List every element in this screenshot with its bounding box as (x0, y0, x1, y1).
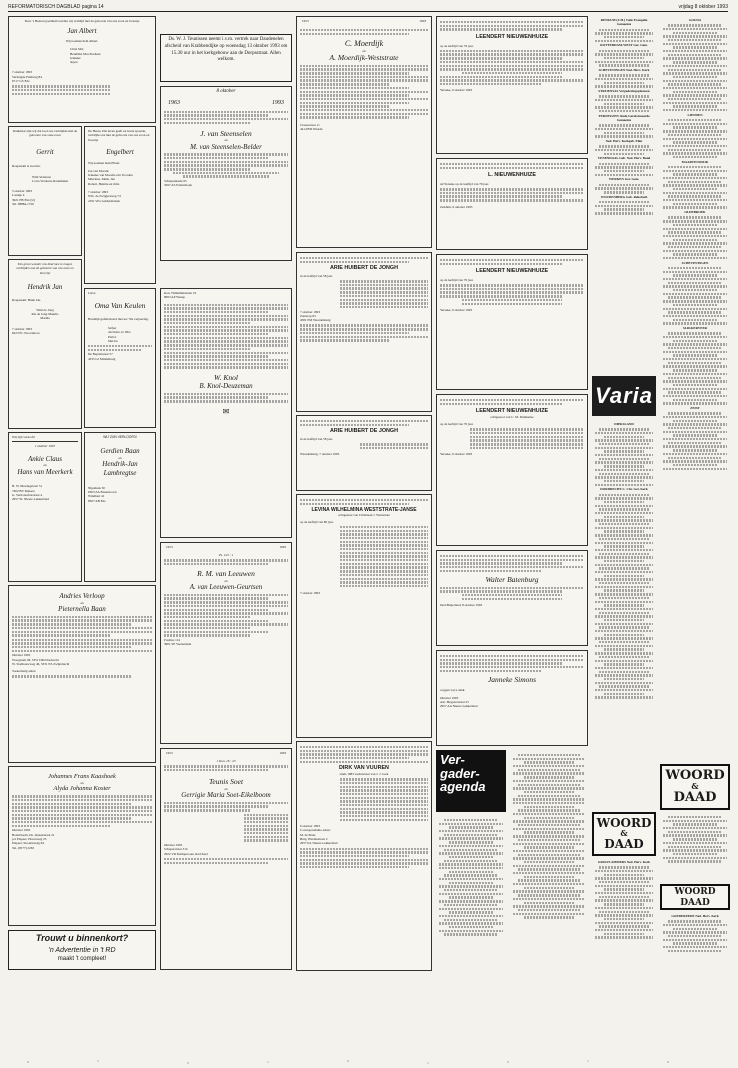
address-line: Postbus 114 (164, 638, 180, 643)
listing-heading: SCHEVENINGEN (681, 260, 709, 265)
bible-ref: 1 Kon. 16 : 23 (216, 759, 236, 763)
address-line: 2957 SL Nieuw-Lekkerland (12, 497, 49, 502)
notice-date: 7 oktober 1993 (12, 70, 32, 75)
notice-intro: Een groot wonder ons kind mee te mogen verblijden met de geboorte van ons zoon en broertje (16, 262, 74, 275)
deceased-name: LEENDERT NIEUWENHUIZE (475, 33, 549, 40)
listing-heading: LIENDEN (687, 112, 703, 117)
listing-heading: RENKUM (Z.H.) Volle Evangelie Gemeente (600, 18, 648, 27)
anniversary-notice-steenselen (160, 86, 292, 261)
address-line: Zanstrap 63 (300, 313, 316, 318)
groom-name: Hans van Meerkerk (17, 467, 73, 476)
listing-heading: ROTTERDAM-WEST Ger. Gem. (600, 43, 648, 48)
advert-line: 'n Advertentie in 't RD (48, 946, 116, 954)
child-name: Gerrit (36, 147, 54, 156)
parent-name: Corra Verdouw-Rademaker (32, 178, 69, 183)
deceased-name: LEENDERT NIEUWENHUIZE (475, 268, 549, 275)
wedding-notice-johannes (8, 766, 156, 926)
and-text: en (224, 578, 228, 583)
notice-teunissen (160, 34, 292, 82)
address-line: 6717 GS Ede (12, 79, 30, 83)
address-line: 8307 AB Ens (88, 498, 106, 503)
listing-heading: MAARTENSDIJK (681, 159, 709, 164)
husband-name: C. Moerdijk (344, 39, 384, 49)
deceased-name: LEENDERT NIEUWENHUIZE (475, 408, 549, 415)
address-line: Adr. Heypersstraat 25 (440, 700, 469, 705)
notice-intro: Door 's Heeren goedheid werden wij verblijd met de geboorte van ons zoon en broertje (24, 19, 140, 23)
parent-name: Hendrika Mol-Poellees (70, 51, 101, 56)
child-roepnaam: Wij noemen hem Elbert. (88, 160, 121, 165)
logo-word: DAAD (673, 790, 717, 805)
address-line: 6223 PC Noordeloos (12, 331, 40, 335)
deceased-age: op de leeftijd van 76 jaar. (440, 422, 474, 427)
death-notice-leendert-4 (436, 394, 588, 546)
listing-heading: TERNEUZEN Oude Gereformeerde Gemeente (598, 113, 650, 123)
varia-title: Varia (594, 383, 653, 408)
deceased-name: DIRK VAN VUUREN (339, 765, 389, 772)
address-label: Toekomstig adres: (12, 669, 37, 674)
death-notice-leendert-1 (436, 16, 588, 154)
death-notice-levina (296, 494, 432, 738)
year-start: 1953 (302, 19, 309, 23)
woord-daad-logo-2 (660, 764, 730, 810)
address-line: M. de Bode (300, 832, 316, 837)
address-line: W. Stadhouwweg 46, 3331 EZ Zwijndrecht (12, 661, 70, 666)
advert-trouwt (8, 930, 156, 970)
child-roepnaam: Wij noemen hem Albert. (65, 39, 99, 44)
banner-line: Ver- (440, 752, 465, 767)
anniversary-notice-knol (160, 288, 292, 538)
notice-title: Lieve (88, 291, 96, 295)
parent-name: Jan van Moorik (88, 168, 109, 173)
deceased-name: ARIE HUIBERT DE JONGH (330, 428, 398, 435)
address-line: 7462 BV Rijssen (12, 488, 35, 493)
church-listing-col-b (592, 420, 656, 810)
page-header (8, 3, 728, 12)
listing-heading: GROOT-AMMERS Ned. Herv. Kerk (597, 860, 651, 864)
notice-date: 7 oktober 1993 (300, 591, 320, 596)
listing-heading: VENENDAAL Geb. Ned. Herv. Bond (597, 156, 651, 161)
address-line: 8093 AP Wezep (164, 295, 185, 300)
deceased-name: LEVINA WILHELMINA WESTSTRATE-JANSE (311, 507, 417, 514)
notice-date: Yerseke, 6 oktober 1993 (440, 88, 473, 93)
anniversary-notice-leeuwen (160, 542, 292, 744)
child-roepnaam: Roepnaam is Gerwin. (12, 164, 41, 169)
year-end: 1993 (272, 99, 284, 106)
address-line: 3901 SE Veenendaal (164, 642, 192, 647)
address-line: 2957 AA Nieuw-Lekkerland (440, 704, 478, 709)
notice-date: Oktober 1993 (440, 695, 459, 700)
listing-heading: WOUDENBERG Geb. Rehoboth (600, 194, 648, 199)
deceased-age: op de leeftijd van 80 jaar. (300, 519, 334, 524)
year-end: 1993 (419, 19, 426, 23)
anniversary-notice-moerdijk (296, 16, 432, 248)
wedding-notice-andries (8, 585, 156, 763)
address-line: Correspondentie-adres: (300, 828, 331, 833)
death-notice-leendert-2 (436, 158, 588, 250)
notice-title: Wij zijn verloofd (12, 435, 35, 439)
listing-heading: DIEKSLAND (614, 422, 634, 426)
header-left: REFORMATORISCH DAGBLAD pagina 14 (8, 4, 104, 10)
notice-date: 6 oktober 1993 (300, 824, 320, 829)
parent-name: Ria de Jong-Maurits (31, 312, 59, 317)
notice-intro: Dankbaar zijn wij dat God ons verblijdde met de geboorte van onze zoon (12, 129, 78, 138)
husband-name: Teunis Soet (208, 777, 244, 787)
parent-name: Wim Verdouw (32, 174, 52, 179)
notice-date: Waardenburg, 7 oktober 1993 (300, 452, 340, 457)
address-line: Tel. (0577) 2263 (12, 845, 35, 850)
notice-date: 5 oktober 1993 (12, 189, 32, 194)
logo-word: DAAD (604, 837, 644, 851)
address-line: 2957 KL Nieuw-Lekkerland (300, 841, 338, 846)
wife-name: Gerrigie Maria Soet-Eikelboom (181, 791, 271, 800)
notice-date: 7 oktober 1993 (88, 190, 108, 194)
notice-intro: De Heere, Die leven geeft en leven spaarde, verblijde ons met de geboorte van ons zoon en broertje (88, 129, 150, 142)
death-notice-dirk (296, 741, 432, 971)
logo-amp: & (691, 781, 699, 791)
child-roepnaam: Roepnaam: Henk Jan. (12, 297, 42, 302)
groom-name: Johannes Frans Kaashoek (48, 773, 116, 780)
address-line: Laantje 4 (12, 193, 25, 198)
address-line: 3297 AS Puttershoek (164, 183, 192, 188)
year-end: 1993 (279, 545, 286, 549)
church-listing-col-a (592, 16, 656, 372)
birth-notice-engelbert (84, 126, 156, 284)
address-line: 3921 EB Elst (U) (12, 197, 35, 202)
address-line: Nijenhuis 30 (88, 485, 105, 490)
deceased-name: Walter Batenburg (485, 575, 539, 585)
year-start: 1953 (166, 751, 173, 755)
deceased-age: op de leeftijd van 76 jaar. (440, 43, 474, 48)
notice-date: 7 oktober 1993 (300, 309, 320, 314)
and-text: en (224, 138, 228, 143)
birth-notice-hendrik (8, 259, 82, 429)
notice-text: ooggen wij u dank. (440, 687, 466, 692)
family-name: Marion (108, 338, 118, 343)
deceased-spouse: echtgenote van Christiaan J. Weststrate (338, 513, 390, 518)
groom-name: Hendrik-Jan Lambregtse (102, 460, 138, 478)
address-line: 6303 ZA Ennenzoord (88, 490, 117, 495)
logo-word: WOORD (596, 816, 652, 830)
and-text: en (80, 600, 84, 605)
anniversary-notice-soet (160, 748, 292, 970)
listing-heading: SCHEVENINGEN Ned. Herv. Kerk (598, 68, 650, 73)
groom-name: Andries Verloop (59, 592, 105, 600)
woord-daad-logo-3 (660, 884, 730, 910)
person-name: Oma Van Keulen (94, 301, 146, 311)
varia-banner (592, 376, 656, 416)
address-line: Scherpenkade 65 (164, 179, 187, 184)
logo-word: WOORD (665, 768, 725, 783)
deceased-name: ARIE HUIBERT DE JONGH (330, 265, 398, 272)
bride-name: Alyda Johanna Koster (53, 785, 111, 793)
advert-tagline: maakt 't compleet! (57, 955, 107, 962)
notice-date: Oktober 1993 (12, 828, 31, 833)
death-notice-leendert-3 (436, 254, 588, 390)
church-listing-col-d (660, 16, 730, 760)
notice-text: Hartelijk gefeliciteerd met uw 70e verjaardag. (88, 316, 149, 321)
banner-line: gader- (440, 765, 480, 781)
child-name: Jan Albert (67, 27, 97, 36)
address-line: Classestraat 11 (300, 122, 320, 127)
deceased-spouse: echtgenoot van C. M. Duinkerke (490, 414, 534, 419)
address-line: 4335 GJ Middelburg (88, 356, 116, 361)
and-text: en (224, 786, 228, 791)
listing-heading: Ned. Herv. Kerkgeb. Elim (605, 139, 643, 144)
parent-name: Wim de Jong (36, 307, 54, 312)
child-name: Hendrik Jan (27, 282, 63, 291)
family-name: Jacobien en Wim (108, 330, 131, 335)
vergader-agenda-banner (436, 750, 506, 812)
address-line: p/a Elspeet, Hoeveweg 23 (12, 837, 47, 842)
death-notice-arie-1 (296, 252, 432, 412)
family-name: Pietra (108, 334, 117, 339)
notice-date: 1 oktober 1993 (35, 444, 55, 449)
deceased-name: L. NIEUWENHUIZE (488, 172, 536, 179)
address-line: Windhart 41 (88, 494, 105, 499)
address-line: H. W. Mesdagstraat 51 (12, 484, 43, 489)
church-listing-col-c (592, 858, 656, 970)
address-line: 2922 VR Krimpen aan den IJssel (164, 851, 208, 856)
wife-name: M. van Steenselen-Belder (190, 142, 262, 151)
address-line: 4414 BD Waarde (300, 127, 323, 132)
bible-ref: Ps. 125 : 1 (218, 553, 234, 557)
husband-name: R. M. van Leeuwen (197, 569, 255, 579)
family-name: Stefan (108, 325, 117, 330)
and-text: en (80, 781, 84, 785)
header-right: vrijdag 8 oktober 1993 (678, 4, 728, 10)
thanks-notice-janneke (436, 650, 588, 746)
address-line: Verlengde Fuldweg 84 (12, 74, 42, 79)
death-notice-arie-2 (296, 415, 432, 491)
sibling-name: Arjen (70, 60, 78, 65)
and-text: en (43, 463, 47, 468)
address-line: Elspeet, Stroeërweeg 64 (12, 841, 44, 846)
parent-name: Jenneke van Moorik-van Voorden (88, 173, 133, 178)
envelope-icon: ✉ (222, 406, 230, 416)
year-end: 1993 (279, 751, 286, 755)
notice-date: Oktober 1993 (164, 843, 183, 848)
bride-name: Pieternella Baan (58, 605, 106, 614)
child-name: Engelbert (106, 147, 134, 156)
address-line: Wtb. de Zwijgersweg 74 (88, 194, 121, 199)
engagement-notice-ankie (8, 432, 82, 582)
page-bottom-marks (8, 1058, 728, 1066)
engagement-notice-gerdien (84, 432, 156, 582)
sibling-name: Jenneke (70, 55, 81, 60)
husband-name: J. van Steenselen (200, 128, 252, 138)
agenda-listing-right (510, 750, 588, 971)
anniversary-date: 8 oktober (216, 89, 236, 94)
listing-heading: SLIKKERVEER (682, 325, 708, 330)
year-start: 1963 (168, 99, 180, 106)
advert-title: Trouwt u binnenkort? (35, 933, 129, 943)
address-line: Tel. 08884-1726 (12, 202, 34, 206)
deceased-age: in de leeftijd van 58 jaar. (300, 436, 333, 441)
wife-name: A. Moerdijk-Weststrate (329, 53, 399, 63)
sibling-name: Robert, Heintie en Julie (88, 181, 120, 186)
husband-name: W. Knol (214, 372, 238, 382)
notice-date: Oud-Beijerland, 8 oktober 1993 (440, 602, 483, 607)
logo-word: DAAD (680, 898, 710, 908)
address-line: Burg. Hardenstraat 2 (300, 836, 328, 841)
listing-heading: GOEDEREEDE Ned. Herv. Kerk (671, 914, 719, 918)
church-listing-col-e (660, 812, 730, 882)
address-line: 4581 PM Waardenburg (300, 318, 331, 323)
agenda-listing-left (436, 815, 506, 971)
notice-date: Oktober 1993 (12, 653, 31, 658)
notice-date: Yerseke, 6 oktober 1993 (440, 452, 473, 457)
person-name: Janneke Simons (487, 675, 537, 685)
notice-date: Yerseke, 6 oktober 1993 (440, 307, 473, 312)
listing-heading: OLDEBROEK (684, 210, 706, 215)
church-listing-col-f (660, 912, 730, 970)
birth-notice-albert (8, 16, 156, 123)
wife-name: B. Knol-Deuzeman (199, 382, 253, 391)
listing-heading: WERKEN Ger. Gem. (608, 177, 640, 182)
address-line: Scheperstraat 31b (164, 847, 188, 852)
and-text: en (118, 456, 122, 461)
address-line: 4191 WG Geldermalsen (88, 198, 120, 203)
birth-notice-gerrit (8, 126, 82, 256)
notice-text: Ds. W. J. Teunissen neemt i.v.m. vertrek naar Daudenelen afscheid van Krabbendijke op woensdag 13 oktober 1993 om 15.30 uur in het kerkgebouw aan de Dorpsstraat. Allen welkom. (164, 37, 288, 63)
woord-daad-logo-1 (592, 812, 656, 856)
listing-heading: STRIJENSAS Vergaderingsplaatsen (598, 89, 650, 94)
bride-name: Gerdien Baan (100, 447, 140, 456)
banner-line: agenda (440, 779, 486, 795)
listing-heading: GOUDA (688, 18, 702, 22)
notice-date: Zeddam, 6 oktober 1993 (440, 204, 473, 209)
birthday-notice-oma (84, 288, 156, 428)
deceased-age: in de leeftijd van 58 jaar. (300, 273, 333, 278)
notice-date: 7 oktober 1993 (12, 326, 32, 331)
wife-name: A. van Leeuwen-Geurtsen (189, 583, 263, 592)
address-line: Woogstam 28, 3351 DM Dordrecht (12, 657, 59, 662)
deceased-age: uit Yerseke op de leeftijd van 76 jaar. (440, 181, 489, 186)
year-start: 1953 (166, 545, 173, 549)
sibling-name: Martha (40, 316, 50, 321)
address-line: Ken. Wilhelminalaan 19 (164, 291, 197, 295)
and-text: en (362, 49, 366, 54)
deceased-spouse: sinds 1983 weduwnaar van J. J. Gaal (339, 771, 389, 776)
listing-heading: ZEIST (690, 406, 700, 410)
logo-word: WOORD (674, 887, 716, 897)
bride-name: Ankie Claus (27, 454, 63, 463)
deceased-age: op de leeftijd van 76 jaar. (440, 277, 474, 282)
address-line: De Baptistrenat 57 (88, 352, 113, 357)
listing-heading: DORDRECHT-C. Chr. Ger. Kerk (600, 487, 648, 492)
address-line: Boterbloem, Ds. Jansenstraat 21 (12, 832, 55, 837)
address-line: G. Verdonschotstraat 4 (12, 492, 43, 497)
notice-title: WIJ ZIJN VERLOOFD! (103, 435, 137, 439)
logo-amp: & (620, 828, 628, 838)
parent-name: Chris Mol (70, 47, 84, 52)
sibling-name: Marrinus, Mark, Jan (88, 177, 115, 182)
death-notice-walter (436, 550, 588, 646)
